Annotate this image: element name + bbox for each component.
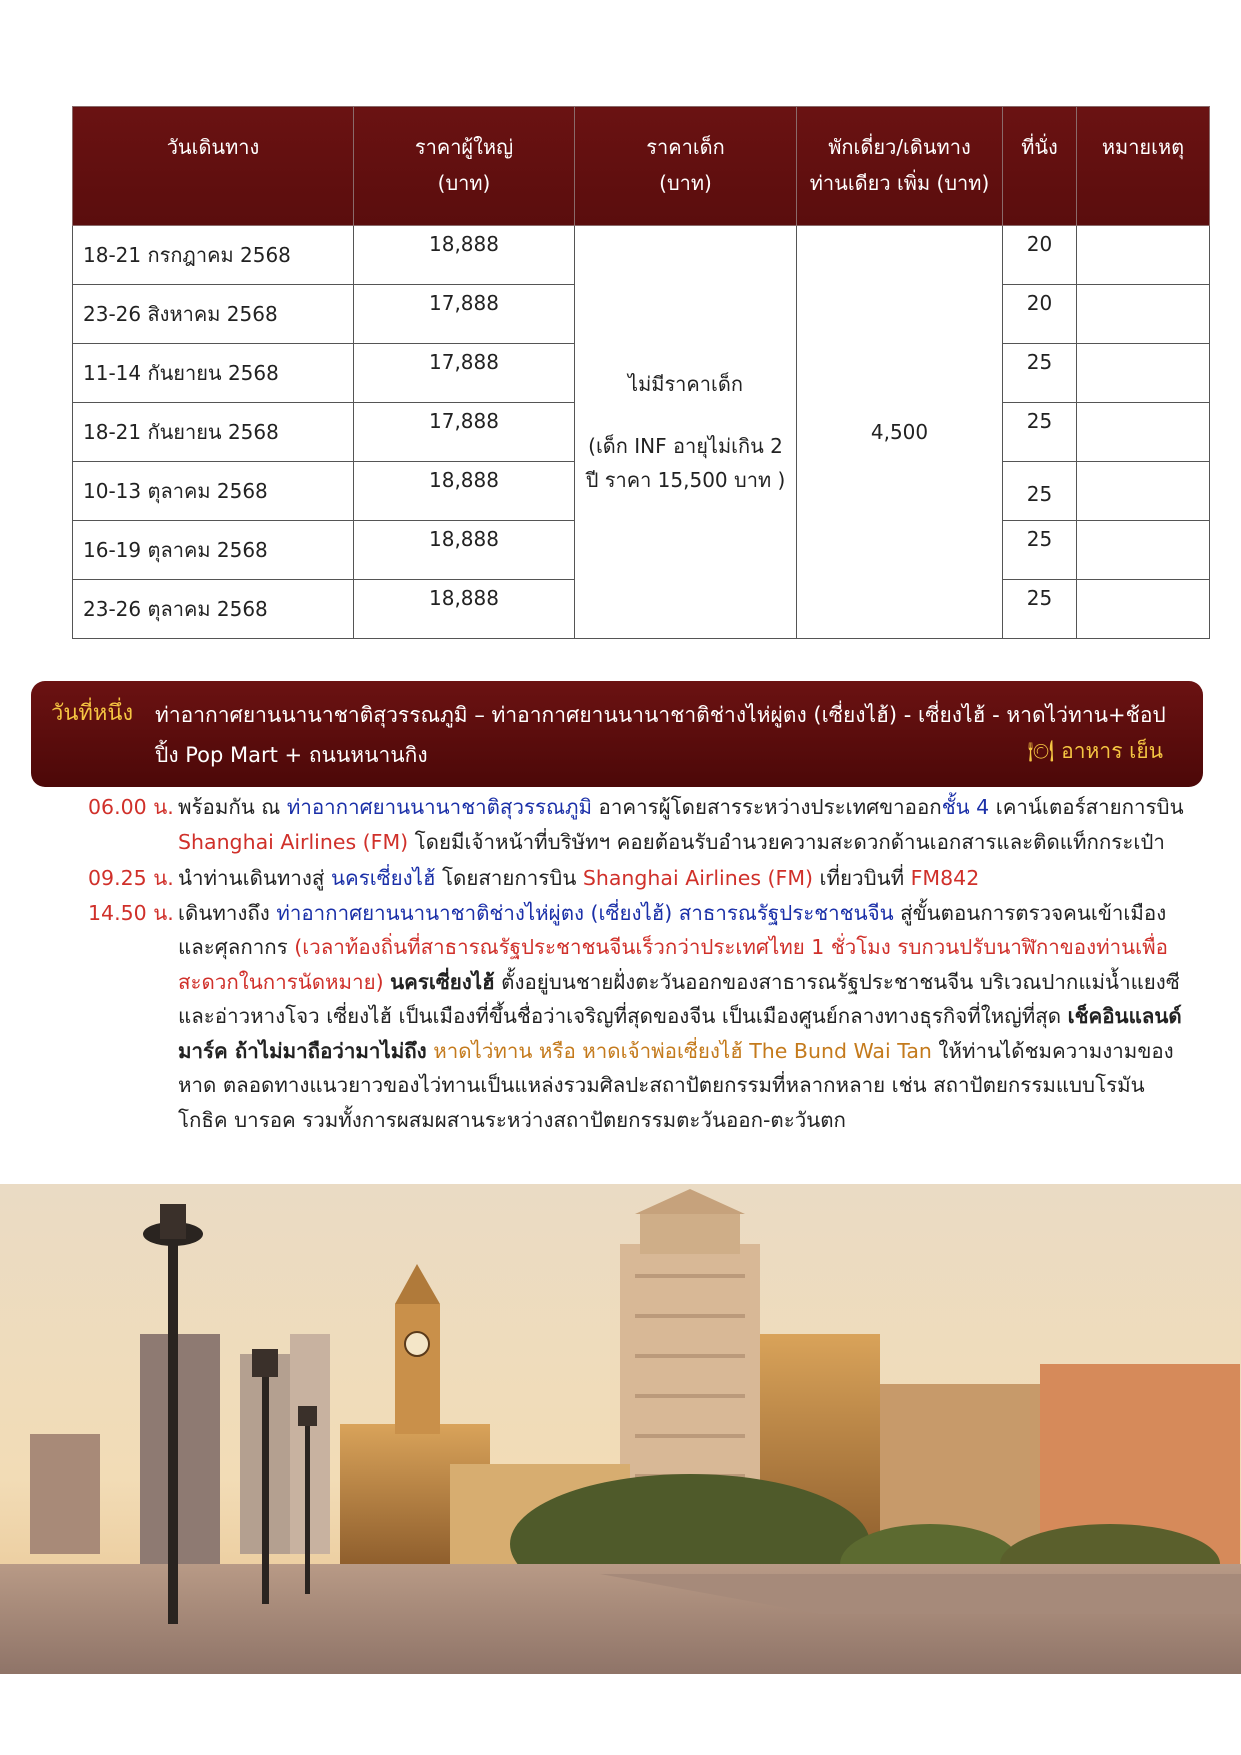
flight-number: FM842 (910, 866, 980, 890)
cell-single-supplement: 4,500 (797, 226, 1003, 639)
cell-date: 11-14 กันยายน 2568 (73, 344, 354, 403)
itinerary-text: พร้อมกัน ณ (178, 795, 287, 819)
itinerary-text: เที่ยวบินที่ (813, 866, 911, 890)
cell-date: 23-26 สิงหาคม 2568 (73, 285, 354, 344)
airport-name: ท่าอากาศยานนานาชาติสุวรรณภูมิ (286, 795, 593, 819)
day-one-banner (31, 681, 1203, 787)
bund-skyline-illustration (0, 1184, 1241, 1674)
cell-remark (1077, 462, 1210, 521)
cell-adult-price: 17,888 (354, 285, 575, 344)
cell-adult-price: 18,888 (354, 226, 575, 285)
dining-icon: 🍽 (1027, 739, 1055, 763)
header-child-price: ราคาเด็ก (บาท) (575, 107, 797, 226)
airport-name: ท่าอากาศยานนานาชาติช่างไห่ผู่ตง (เซี่ยงไฮ้) สาธารณรัฐประชาชนจีน (276, 900, 894, 925)
the-bund-photo (0, 1184, 1241, 1674)
itinerary-text: ตั้งอยู่บนชายฝั่งตะวันออกของสาธารณรัฐประชาชนจีน บริเวณปากแม่น้ำแยงซีและอ่าวหางโจว เซี่ยงไฮ้ เป็นเมืองที่ขึ้นชื่อว่าเจริญที่สุดของจีน เป็นเมืองศูนย์กลางทางธุรกิจที่ใหญ่ที่สุด (178, 969, 1180, 1028)
itinerary-time: 14.50 น. (88, 900, 174, 925)
cell-date: 16-19 ตุลาคม 2568 (73, 521, 354, 580)
itinerary-text: โดยมีเจ้าหน้าที่บริษัทฯ คอยต้อนรับอำนวยความสะดวกด้านเอกสารและติดแท็กกระเป๋า (408, 829, 1165, 854)
itinerary-text: สู่ขั้นตอนการตรวจคนเข้าเมืองและศุลกากร (178, 900, 1167, 959)
itinerary-text: เดินทางถึง (178, 900, 277, 925)
price-table (72, 106, 1210, 639)
cell-date: 18-21 กันยายน 2568 (73, 403, 354, 462)
itinerary (88, 790, 1188, 1137)
cell-child-price (575, 226, 797, 639)
cell-remark (1077, 580, 1210, 639)
day-title-line-2: ปิ้ง Pop Mart + ถนนหนานกิง (155, 743, 428, 767)
cell-date: 23-26 ตุลาคม 2568 (73, 580, 354, 639)
header-seats: ที่นั่ง (1003, 107, 1077, 226)
meal-info (1028, 735, 1163, 768)
cell-seats: 25 (1003, 580, 1077, 639)
attraction-name: หาดไว่ทาน หรือ หาดเจ้าพ่อเซี่ยงไฮ้ The Bund Wai Tan (433, 1038, 932, 1063)
cell-remark (1077, 285, 1210, 344)
header-travel-date: วันเดินทาง (73, 107, 354, 226)
cell-seats: 20 (1003, 285, 1077, 344)
cell-remark (1077, 226, 1210, 285)
day-title-line-1: ท่าอากาศยานนานาชาติสุวรรณภูมิ – ท่าอากาศยานนานาชาติช่างไห่ผู่ตง (เซี่ยงไฮ้) - เซี่ยงไฮ้ - หาดไว่ทาน+ช้อป (155, 703, 1166, 727)
cell-adult-price: 18,888 (354, 580, 575, 639)
itinerary-item (88, 790, 1188, 859)
cell-seats: 25 (1003, 344, 1077, 403)
header-single-supplement: พักเดี่ยว/เดินทาง ท่านเดียว เพิ่ม (บาท) (797, 107, 1003, 226)
header-adult-price: ราคาผู้ใหญ่ (บาท) (354, 107, 575, 226)
landmark-note: เช็คอินแลนด์มาร์ค ถ้าไม่มาถือว่ามาไม่ถึง (178, 1004, 1182, 1063)
header-remark: หมายเหตุ (1077, 107, 1210, 226)
cell-date: 10-13 ตุลาคม 2568 (73, 462, 354, 521)
meal-label: อาหาร เย็น (1061, 739, 1163, 763)
floor-label: ชั้น 4 (941, 795, 990, 819)
cell-adult-price: 18,888 (354, 521, 575, 580)
airline-name: Shanghai Airlines (FM) (582, 866, 814, 890)
cell-adult-price: 17,888 (354, 403, 575, 462)
itinerary-text: ให้ท่านได้ชมความงามของหาด ตลอดทางแนวยาวของไว่ทานเป็นแหล่งรวมศิลปะสถาปัตยกรรมที่หลากหลาย เช่น สถาปัตยกรรมแบบโรมัน โกธิค บารอค รวมทั้งการผสมผสานระหว่างสถาปัตยกรรมตะวันออก-ตะวันตก (178, 1038, 1174, 1132)
airline-name: Shanghai Airlines (FM) (178, 829, 409, 854)
table-header-row (73, 107, 1210, 226)
itinerary-text: อาคารผู้โดยสารระหว่างประเทศขาออก (592, 795, 942, 819)
cell-remark (1077, 403, 1210, 462)
child-price-note-2: ปี ราคา 15,500 บาท ) (585, 468, 786, 492)
timezone-note: (เวลาท้องถิ่นที่สาธารณรัฐประชาชนจีนเร็วกว่าประเทศไทย 1 ชั่วโมง รบกวนปรับนาฬิกาของท่านเพื่อสะดวกในการนัดหมาย) (178, 935, 1168, 994)
cell-remark (1077, 344, 1210, 403)
cell-seats: 25 (1003, 462, 1077, 521)
cell-seats: 25 (1003, 403, 1077, 462)
itinerary-item (88, 896, 1188, 1138)
day-label: วันที่หนึ่ง (51, 701, 134, 726)
cell-seats: 25 (1003, 521, 1077, 580)
itinerary-text: เคาน์เตอร์สายการบิน (989, 795, 1184, 819)
cell-seats: 20 (1003, 226, 1077, 285)
itinerary-time: 06.00 น. (88, 795, 174, 819)
city-name: นครเซี่ยงไฮ้ (390, 969, 495, 994)
itinerary-text: โดยสายการบิน (435, 866, 583, 890)
cell-date: 18-21 กรกฎาคม 2568 (73, 226, 354, 285)
child-price-note-1: (เด็ก INF อายุไม่เกิน 2 (588, 434, 783, 458)
cell-adult-price: 17,888 (354, 344, 575, 403)
table-row (73, 226, 1210, 285)
itinerary-time: 09.25 น. (88, 866, 174, 890)
child-price-label: ไม่มีราคาเด็ก (628, 372, 743, 396)
itinerary-text: นำท่านเดินทางสู่ (178, 866, 331, 890)
cell-adult-price: 18,888 (354, 462, 575, 521)
cell-remark (1077, 521, 1210, 580)
destination-name: นครเซี่ยงไฮ้ (330, 866, 436, 890)
itinerary-item (88, 861, 1188, 896)
